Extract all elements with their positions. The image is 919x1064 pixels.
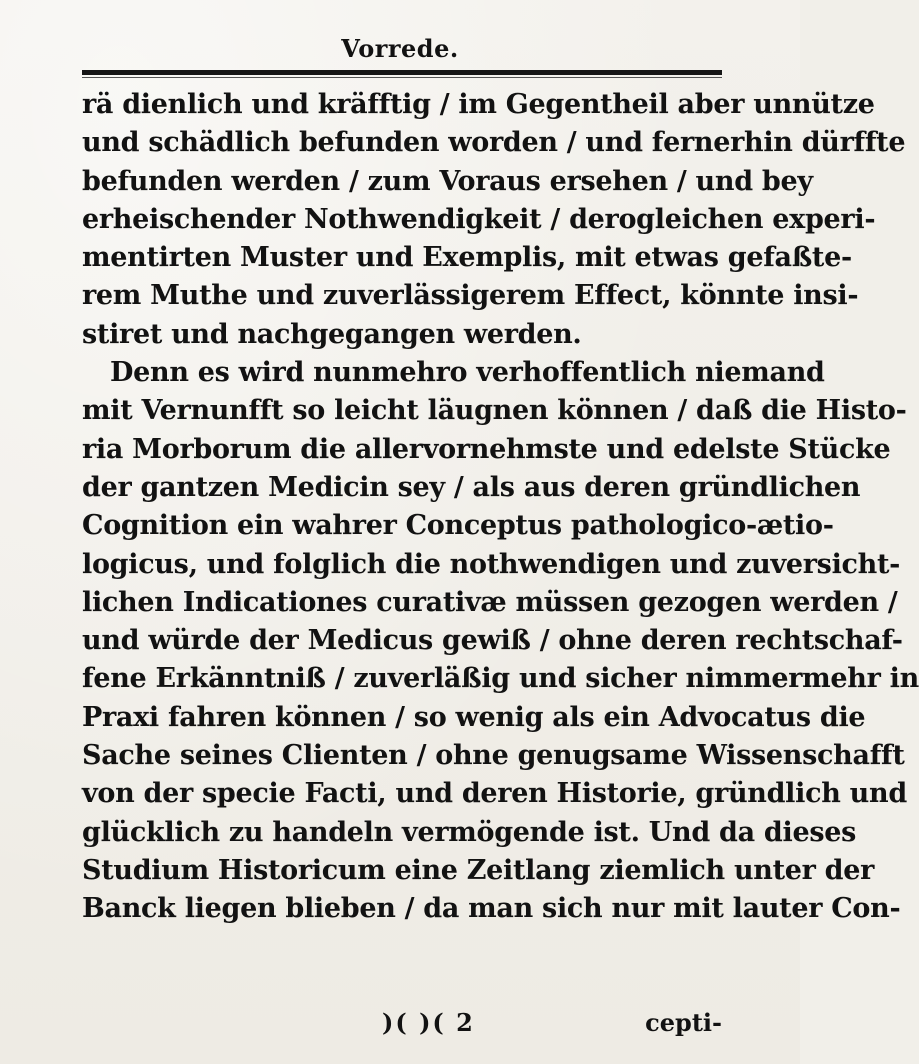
- text-line: fene Erkänntniß / zuverläßig und sicher nimmermehr in: [82, 663, 919, 695]
- text-line: Praxi fahren können / so wenig als ein Advocatus die: [82, 701, 866, 733]
- text-line: und würde der Medicus gewiß / ohne deren rechtschaf-: [82, 625, 903, 657]
- header-rule: [82, 70, 722, 75]
- text-line: mentirten Muster und Exemplis, mit etwas gefaßte-: [82, 242, 852, 274]
- text-line: von der specie Facti, und deren Historie, gründlich und: [82, 778, 907, 810]
- text-line: erheischender Nothwendigkeit / derogleichen experi-: [82, 203, 876, 235]
- text-line: Denn es wird nunmehro verhoffentlich niemand: [110, 357, 825, 389]
- text-line: glücklich zu handeln vermögende ist. Und da dieses: [82, 816, 857, 848]
- text-line: rä dienlich und kräfftig / im Gegentheil aber unnütze: [82, 89, 875, 120]
- text-line: rem Muthe und zuverlässigerem Effect, könnte insi-: [82, 280, 859, 312]
- page-header: Vorrede.: [341, 34, 459, 63]
- catchword: cepti-: [645, 1008, 722, 1037]
- text-body: [82, 86, 919, 929]
- text-line: der gantzen Medicin sey / als aus deren gründlichen: [82, 471, 861, 503]
- signature-mark: )( )( 2: [382, 1008, 475, 1037]
- text-line: befunden werden / zum Voraus ersehen / und bey: [82, 165, 813, 197]
- text-line: Banck liegen blieben / da man sich nur mit lauter Con-: [82, 893, 901, 925]
- text-line: Sache seines Clienten / ohne genugsame Wissenschafft: [82, 740, 905, 772]
- text-line: stiret und nachgegangen werden.: [82, 318, 582, 350]
- page-footer: [82, 1008, 722, 1046]
- text-line: ria Morborum die allervornehmste und edelste Stücke: [82, 433, 891, 465]
- text-line: lichen Indicationes curativæ müssen gezogen werden /: [82, 586, 898, 618]
- text-line: Studium Historicum eine Zeitlang ziemlich unter der: [82, 854, 875, 886]
- text-line: logicus, und folglich die nothwendigen und zuversicht-: [82, 548, 901, 580]
- text-line: mit Vernunfft so leicht läugnen können / daß die Histo-: [82, 395, 907, 427]
- text-line: und schädlich befunden worden / und fernerhin dürffte: [82, 127, 906, 159]
- text-line: Cognition ein wahrer Conceptus pathologico-ætio-: [82, 510, 834, 542]
